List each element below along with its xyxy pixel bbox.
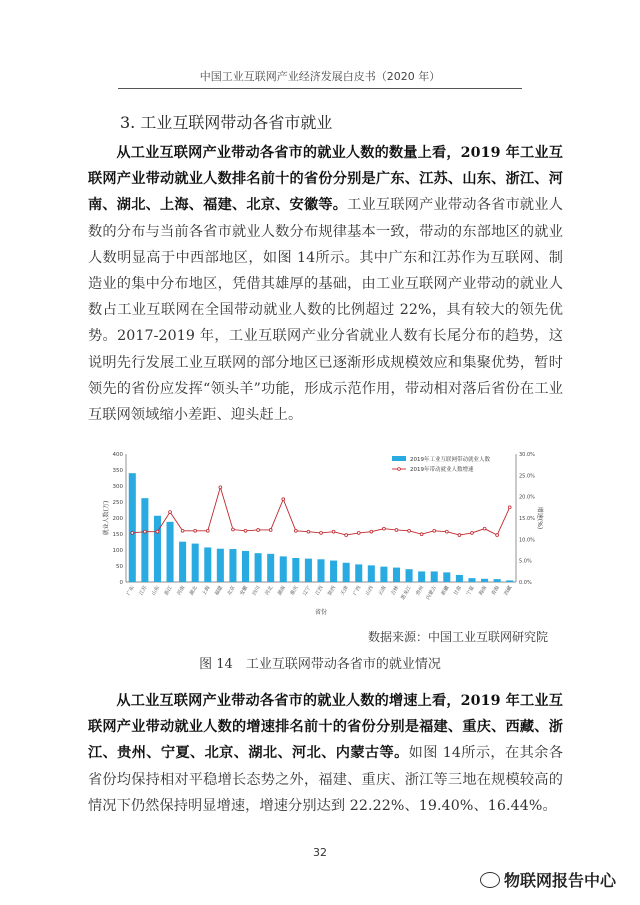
y2-tick-label: 30.0%: [519, 452, 535, 458]
legend-bar-label: 2019年工业互联网带动就业人数: [410, 457, 490, 463]
growth-point-上海: [206, 529, 209, 532]
growth-point-浙江: [169, 511, 172, 514]
bar-江苏: [141, 498, 148, 582]
y-tick-label: 250: [112, 500, 123, 506]
x-tick-label: 天津: [339, 585, 350, 597]
x-tick-label: 山西: [364, 585, 376, 597]
paragraph-body: 工业互联网产业带动各省市就业人数的分布与当前各省市就业人数分布规律基本一致，带动的东部地区的就业人数明显高于中西部地区，如图 14所示。其中广东和江苏作为互联网、制造业的集中分布地区，凭借其雄厚的基础，由工业互联网产业带动的就业人数占工业互联网在全国带动就业人数的比例超过 22%，具有较大的领先优势。2017-2019 年，工业互联网产业分省就业人数有长尾分布的趋势，这说明先行发展工业互联网的部分地区已逐渐形成规模效应和集聚优势，暂时领先的省份应发挥“领头羊”功能，形成示范作用，带动相对落后省份在工业互联网领域缩小差距、迎头赶上。: [88, 197, 563, 424]
x-tick-label: 西藏: [503, 585, 514, 597]
x-tick-label: 四川: [251, 585, 262, 597]
growth-point-陕西: [332, 530, 335, 533]
bar-四川: [255, 553, 262, 582]
x-tick-label: 浙江: [163, 585, 174, 597]
growth-point-吉林: [395, 529, 398, 532]
y-tick-label: 200: [112, 516, 123, 522]
legend-line-marker: [398, 468, 401, 471]
bar-青海: [494, 579, 501, 582]
data-source: 数据来源：中国工业互联网研究院: [368, 630, 549, 644]
paragraph-lead-bold: 从工业互联网产业带动各省市的就业人数的增速上看，2019 年工业互联网产业带动就业人数的增速排名前十的省份分别是福建、重庆、西藏、浙江、贵州、宁夏、北京、湖北、河北、内蒙古等。: [88, 693, 563, 762]
paragraph-employment-count: [88, 140, 563, 428]
wechat-icon: [480, 872, 500, 888]
legend-line-label: 2019年带动就业人数增速: [410, 467, 474, 473]
x-tick-label: 甘肃: [452, 585, 464, 597]
bar-内蒙古: [431, 571, 438, 582]
bar-吉林: [393, 568, 400, 582]
growth-point-云南: [383, 527, 386, 530]
x-tick-label: 河南: [176, 585, 187, 597]
header-divider: [118, 88, 522, 89]
bar-广西: [355, 564, 362, 582]
bar-安徽: [242, 551, 249, 582]
bar-海南: [481, 579, 488, 582]
page-number: 32: [313, 846, 327, 859]
growth-point-新疆: [445, 530, 448, 533]
bar-贵州: [418, 571, 425, 582]
x-tick-label: 宁夏: [465, 585, 476, 597]
growth-point-重庆: [294, 529, 297, 532]
y2-tick-label: 0.0%: [519, 580, 532, 586]
x-tick-label: 湖北: [188, 585, 199, 597]
x-tick-label: 山东: [150, 585, 162, 597]
bar-陕西: [330, 561, 337, 582]
running-header: 中国工业互联网产业经济发展白皮书（2020 年）: [199, 70, 441, 83]
y2-tick-label: 20.0%: [519, 494, 535, 501]
bar-黑龙江: [406, 569, 413, 582]
growth-point-江西: [320, 532, 323, 535]
growth-point-安徽: [244, 529, 247, 532]
y-tick-label: 350: [112, 468, 123, 474]
bar-山西: [368, 565, 375, 582]
bar-上海: [204, 547, 211, 582]
x-tick-label: 重庆: [289, 585, 300, 597]
growth-point-四川: [257, 529, 260, 532]
y2-tick-label: 5.0%: [519, 558, 532, 565]
growth-point-宁夏: [471, 532, 474, 535]
bar-云南: [380, 567, 387, 582]
growth-point-海南: [483, 527, 486, 530]
paragraph-lead-bold: 从工业互联网产业带动各省市的就业人数的数量上看，2019 年工业互联网产业带动就业人数排名前十的省份分别是广东、江苏、山东、浙江、河南、湖北、上海、福建、北京、安徽等。: [88, 145, 563, 214]
growth-point-广西: [357, 532, 360, 535]
growth-point-河南: [181, 529, 184, 532]
bar-江西: [317, 559, 324, 582]
x-tick-label: 北京: [226, 585, 237, 597]
growth-point-山东: [156, 530, 159, 533]
growth-point-湖北: [194, 529, 197, 532]
bar-辽宁: [305, 559, 312, 582]
bar-河北: [267, 554, 274, 582]
bar-湖北: [192, 544, 199, 582]
bar-河南: [179, 542, 186, 582]
x-tick-label: 安徽: [239, 585, 250, 597]
growth-point-福建: [219, 486, 222, 489]
bar-广东: [129, 473, 136, 582]
y-tick-label: 150: [112, 532, 123, 538]
watermark-label: 物联网报告中心: [504, 871, 617, 890]
y2-tick-label: 10.0%: [519, 537, 535, 544]
bar-福建: [217, 549, 224, 582]
growth-point-内蒙古: [433, 529, 436, 532]
growth-point-广东: [131, 532, 134, 535]
growth-point-天津: [345, 534, 348, 537]
growth-point-黑龙江: [408, 529, 411, 532]
paragraph-body: 如图 14所示，在其余各省份均保持相对平稳增长态势之外，福建、重庆、浙江等三地在规模较高的情况下仍然保持明显增速，增速分别达到 22.22%、19.40%、16.44%。: [88, 745, 564, 814]
y2-tick-label: 25.0%: [519, 473, 535, 480]
x-tick-label: 黑龙江: [400, 585, 413, 602]
employment-chart: [100, 448, 560, 618]
growth-point-江苏: [143, 530, 146, 533]
growth-point-北京: [232, 528, 235, 531]
x-tick-label: 河北: [264, 585, 275, 597]
y-tick-label: 100: [112, 548, 123, 554]
x-tick-label: 广西: [352, 585, 363, 597]
bar-湖南: [280, 556, 287, 582]
x-tick-label: 江苏: [138, 585, 149, 597]
growth-point-贵州: [420, 533, 423, 536]
growth-point-湖南: [282, 498, 285, 501]
growth-point-山西: [370, 530, 373, 533]
x-tick-label: 辽宁: [301, 585, 313, 597]
bar-甘肃: [456, 575, 463, 582]
bar-新疆: [443, 572, 450, 582]
x-tick-label: 吉林: [390, 585, 401, 597]
growth-point-青海: [496, 534, 499, 537]
bar-宁夏: [468, 578, 475, 582]
growth-point-西藏: [508, 506, 511, 509]
y-tick-label: 50: [116, 564, 123, 570]
x-tick-label: 上海: [201, 585, 212, 597]
y-tick-label: 400: [112, 452, 123, 458]
x-tick-label: 新疆: [440, 585, 451, 597]
x-tick-label: 青海: [490, 585, 501, 597]
y2-tick-label: 15.0%: [519, 516, 535, 522]
bar-北京: [229, 549, 236, 582]
bar-天津: [343, 563, 350, 582]
bar-浙江: [167, 522, 174, 582]
x-tick-label: 海南: [478, 585, 489, 597]
wechat-watermark: [480, 868, 616, 891]
growth-point-辽宁: [307, 530, 310, 533]
bar-西藏: [506, 580, 513, 582]
x-tick-label: 福建: [213, 585, 225, 597]
x-tick-label: 贵州: [415, 585, 426, 597]
x-tick-label: 云南: [377, 585, 388, 597]
x-axis-title: 省份: [314, 609, 328, 616]
x-tick-label: 湖南: [276, 585, 287, 597]
x-tick-label: 内蒙古: [425, 585, 438, 602]
growth-point-河北: [269, 529, 272, 532]
figure-caption: 图 14 工业互联网带动各省市的就业情况: [199, 657, 441, 672]
legend-bar-swatch: [392, 456, 406, 461]
x-tick-label: 江西: [314, 585, 325, 597]
growth-point-甘肃: [458, 534, 461, 537]
bar-重庆: [292, 558, 299, 582]
x-tick-label: 广东: [125, 585, 137, 597]
y-tick-label: 0: [119, 580, 123, 586]
x-tick-label: 陕西: [327, 585, 338, 597]
bar-山东: [154, 516, 161, 582]
y-tick-label: 300: [112, 484, 123, 490]
y2-axis-title: 增速(%): [536, 506, 543, 530]
y-axis-title: 就业人数(万): [103, 500, 110, 536]
section-title: 3. 工业互联网带动各省市就业: [120, 113, 333, 132]
growth-line: [132, 487, 509, 535]
paragraph-growth-rate: [88, 688, 563, 819]
